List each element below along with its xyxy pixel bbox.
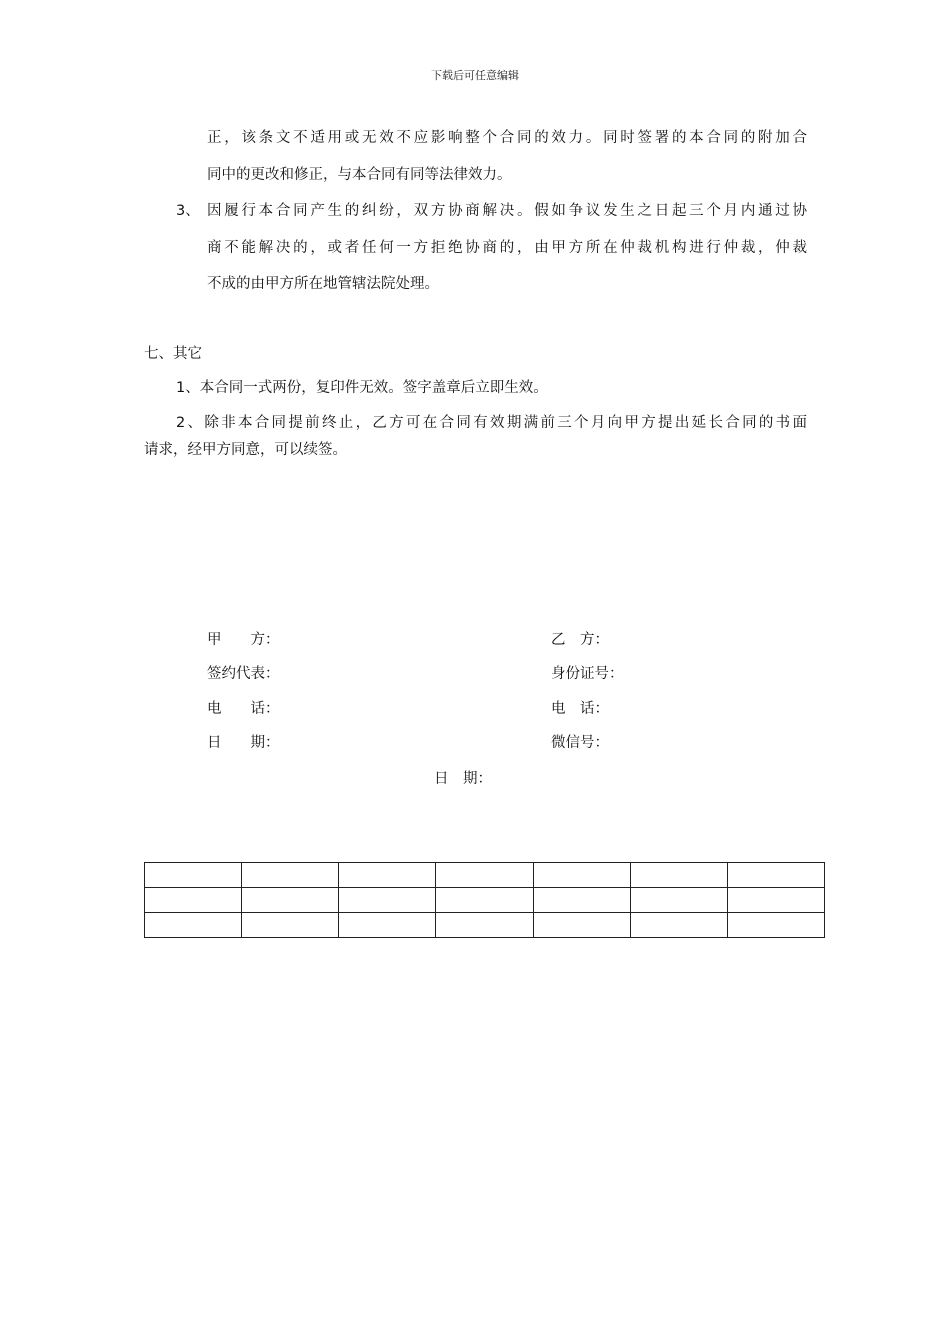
wechat-label: 微信号： — [551, 735, 609, 751]
date-a-label: 日 期： — [207, 735, 280, 751]
paragraph-line: 请求，经甲方同意，可以续签。 — [144, 442, 347, 458]
table-cell — [727, 863, 824, 888]
table-row — [145, 863, 825, 888]
list-item: 1、本合同一式两份，复印件无效。签字盖章后立即生效。 — [176, 380, 548, 396]
paragraph-line: 同中的更改和修正，与本合同有同等法律效力。 — [207, 167, 512, 183]
phone-b-label: 电 话： — [551, 701, 609, 717]
table-cell — [727, 913, 824, 938]
page-header: 下载后可任意编辑 — [431, 69, 519, 82]
table-cell — [145, 888, 242, 913]
table-row — [145, 888, 825, 913]
table-cell — [727, 888, 824, 913]
list-item: 2、除非本合同提前终止，乙方可在合同有效期满前三个月向甲方提出延长合同的书面 — [176, 415, 807, 431]
representative-label: 签约代表： — [207, 666, 280, 682]
paragraph-line: 因履行本合同产生的纠纷，双方协商解决。假如争议发生之日起三个月内通过协 — [207, 203, 807, 219]
table-cell — [339, 863, 436, 888]
table-cell — [630, 863, 727, 888]
table-cell — [630, 888, 727, 913]
date-b-label: 日 期： — [434, 771, 492, 787]
table-cell — [436, 888, 533, 913]
list-item-number: 3、 — [176, 203, 200, 219]
party-b-label: 乙 方： — [551, 632, 609, 648]
phone-a-label: 电 话： — [207, 701, 280, 717]
table-cell — [242, 913, 339, 938]
paragraph-line: 不成的由甲方所在地管辖法院处理。 — [207, 276, 439, 292]
table-cell — [339, 888, 436, 913]
table-row — [145, 913, 825, 938]
table-cell — [145, 913, 242, 938]
party-a-label: 甲 方： — [207, 632, 280, 648]
table-cell — [242, 863, 339, 888]
table-cell — [533, 863, 630, 888]
table-cell — [242, 888, 339, 913]
table-cell — [145, 863, 242, 888]
table-cell — [339, 913, 436, 938]
table-cell — [436, 913, 533, 938]
table-cell — [533, 888, 630, 913]
paragraph-line: 商不能解决的，或者任何一方拒绝协商的，由甲方所在仲裁机构进行仲裁，仲裁 — [207, 240, 807, 256]
table-cell — [630, 913, 727, 938]
paragraph-line: 正，该条文不适用或无效不应影响整个合同的效力。同时签署的本合同的附加合 — [207, 130, 807, 146]
table-cell — [436, 863, 533, 888]
table-body — [145, 863, 825, 938]
blank-table — [144, 862, 825, 938]
table-cell — [533, 913, 630, 938]
id-number-label: 身份证号： — [551, 666, 624, 682]
section-title: 七、其它 — [144, 346, 202, 362]
